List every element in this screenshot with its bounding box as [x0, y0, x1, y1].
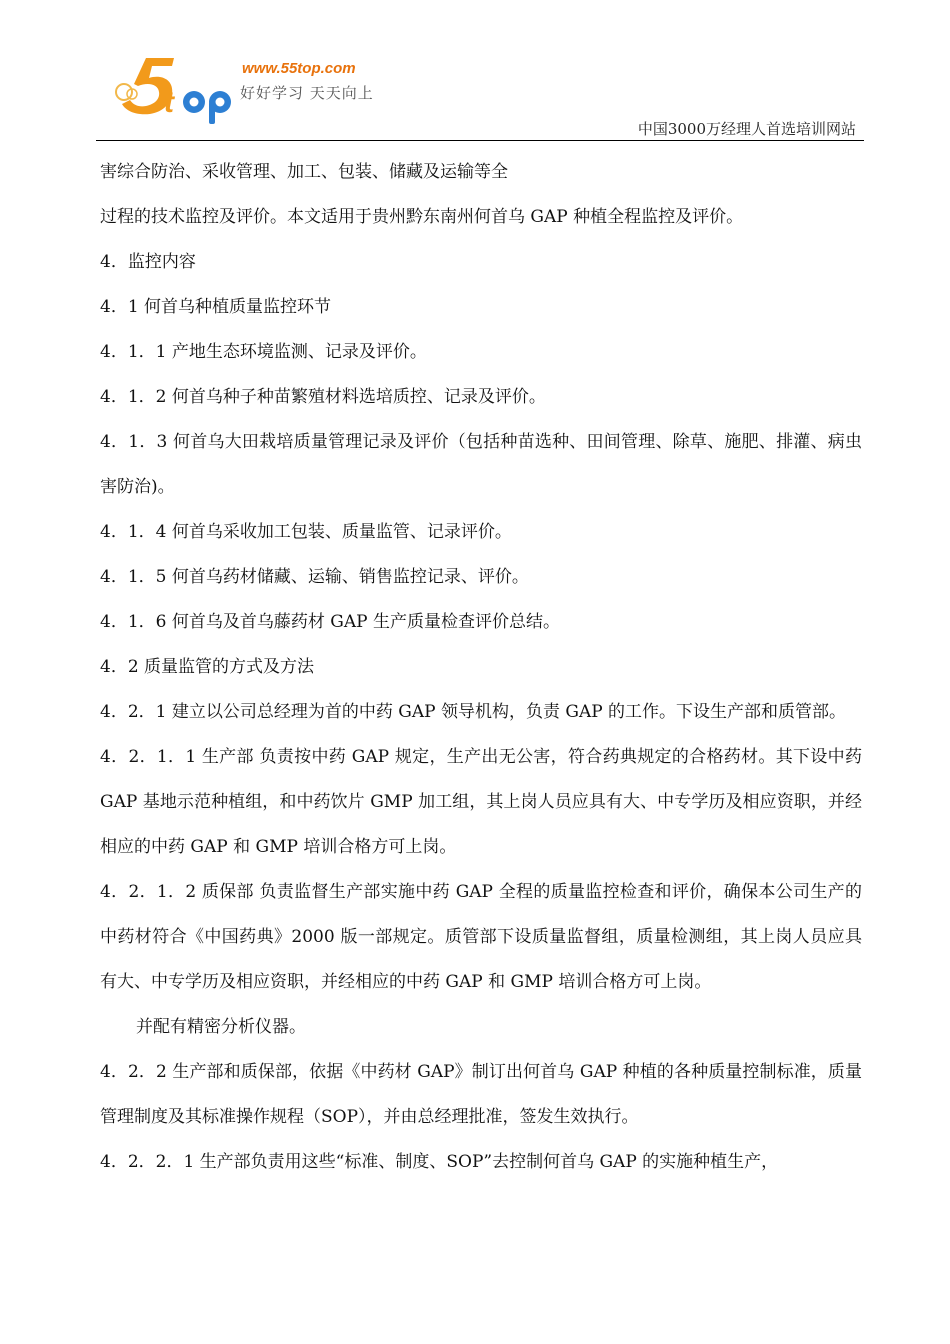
logo-slogan: 好好学习 天天向上 [240, 84, 374, 102]
site-name: 中国3000万经理人首选培训网站 [637, 120, 856, 138]
section-heading: 4．1 何首乌种植质量监控环节 [100, 297, 332, 317]
page-header [0, 0, 950, 145]
section-heading: 4．2 质量监管的方式及方法 [100, 657, 315, 677]
55top-logo[interactable] [108, 52, 398, 124]
paragraph: 4．1．2 何首乌种子种苗繁殖材料选培质控、记录及评价。 [100, 387, 546, 407]
paragraph: 4．1．6 何首乌及首乌藤药材 GAP 生产质量检查评价总结。 [100, 612, 560, 632]
paragraph: 害综合防治、采收管理、加工、包装、储藏及运输等全 [100, 162, 508, 182]
section-heading: 4．监控内容 [100, 252, 196, 272]
paragraph: 4．2．2．1 生产部负责用这些“标准、制度、SOP”去控制何首乌 GAP 的实施种植生产， [100, 1152, 779, 1172]
svg-text:t: t [164, 86, 174, 119]
document-body [100, 150, 862, 1185]
paragraph: 4．2．2 生产部和质保部，依据《中药材 GAP》制订出何首乌 GAP 种植的各种质量控制标准，质量管理制度及其标准操作规程（SOP），并由总经理批准，签发生效执行。 [100, 1062, 862, 1127]
paragraph: 4．2．1 建立以公司总经理为首的中药 GAP 领导机构，负责 GAP 的工作。下设生产部和质管部。 [100, 702, 847, 722]
paragraph: 并配有精密分析仪器。 [136, 1017, 306, 1037]
paragraph: 4．2．1．1 生产部 负责按中药 GAP 规定，生产出无公害，符合药典规定的合格药材。其下设中药 GAP 基地示范种植组，和中药饮片 GMP 加工组，其上岗人员应具有大、中专学历及相应资职，并经相应的中药 GAP 和 GMP 培训合格方可上岗。 [100, 747, 862, 857]
paragraph: 4．1．4 何首乌采收加工包装、质量监管、记录评价。 [100, 522, 512, 542]
paragraph: 4．1．1 产地生态环境监测、记录及评价。 [100, 342, 427, 362]
paragraph: 4．2．1．2 质保部 负责监督生产部实施中药 GAP 全程的质量监控检查和评价，确保本公司生产的中药材符合《中国药典》2000 版一部规定。质管部下设质量监督组，质量检测组，其上岗人员应具有大、中专学历及相应资职，并经相应的中药 GAP 和 GMP 培训合格方可上岗。 [100, 882, 862, 992]
paragraph: 4．1．3 何首乌大田栽培质量管理记录及评价（包括种苗选种、田间管理、除草、施肥、排灌、病虫害防治)。 [100, 432, 862, 497]
header-divider [96, 140, 864, 141]
logo-url-text: www.55top.com [242, 60, 356, 77]
logo-mark-icon [108, 52, 238, 124]
paragraph: 4．1．5 何首乌药材储藏、运输、销售监控记录、评价。 [100, 567, 529, 587]
paragraph: 过程的技术监控及评价。本文适用于贵州黔东南州何首乌 GAP 种植全程监控及评价。 [100, 207, 744, 227]
